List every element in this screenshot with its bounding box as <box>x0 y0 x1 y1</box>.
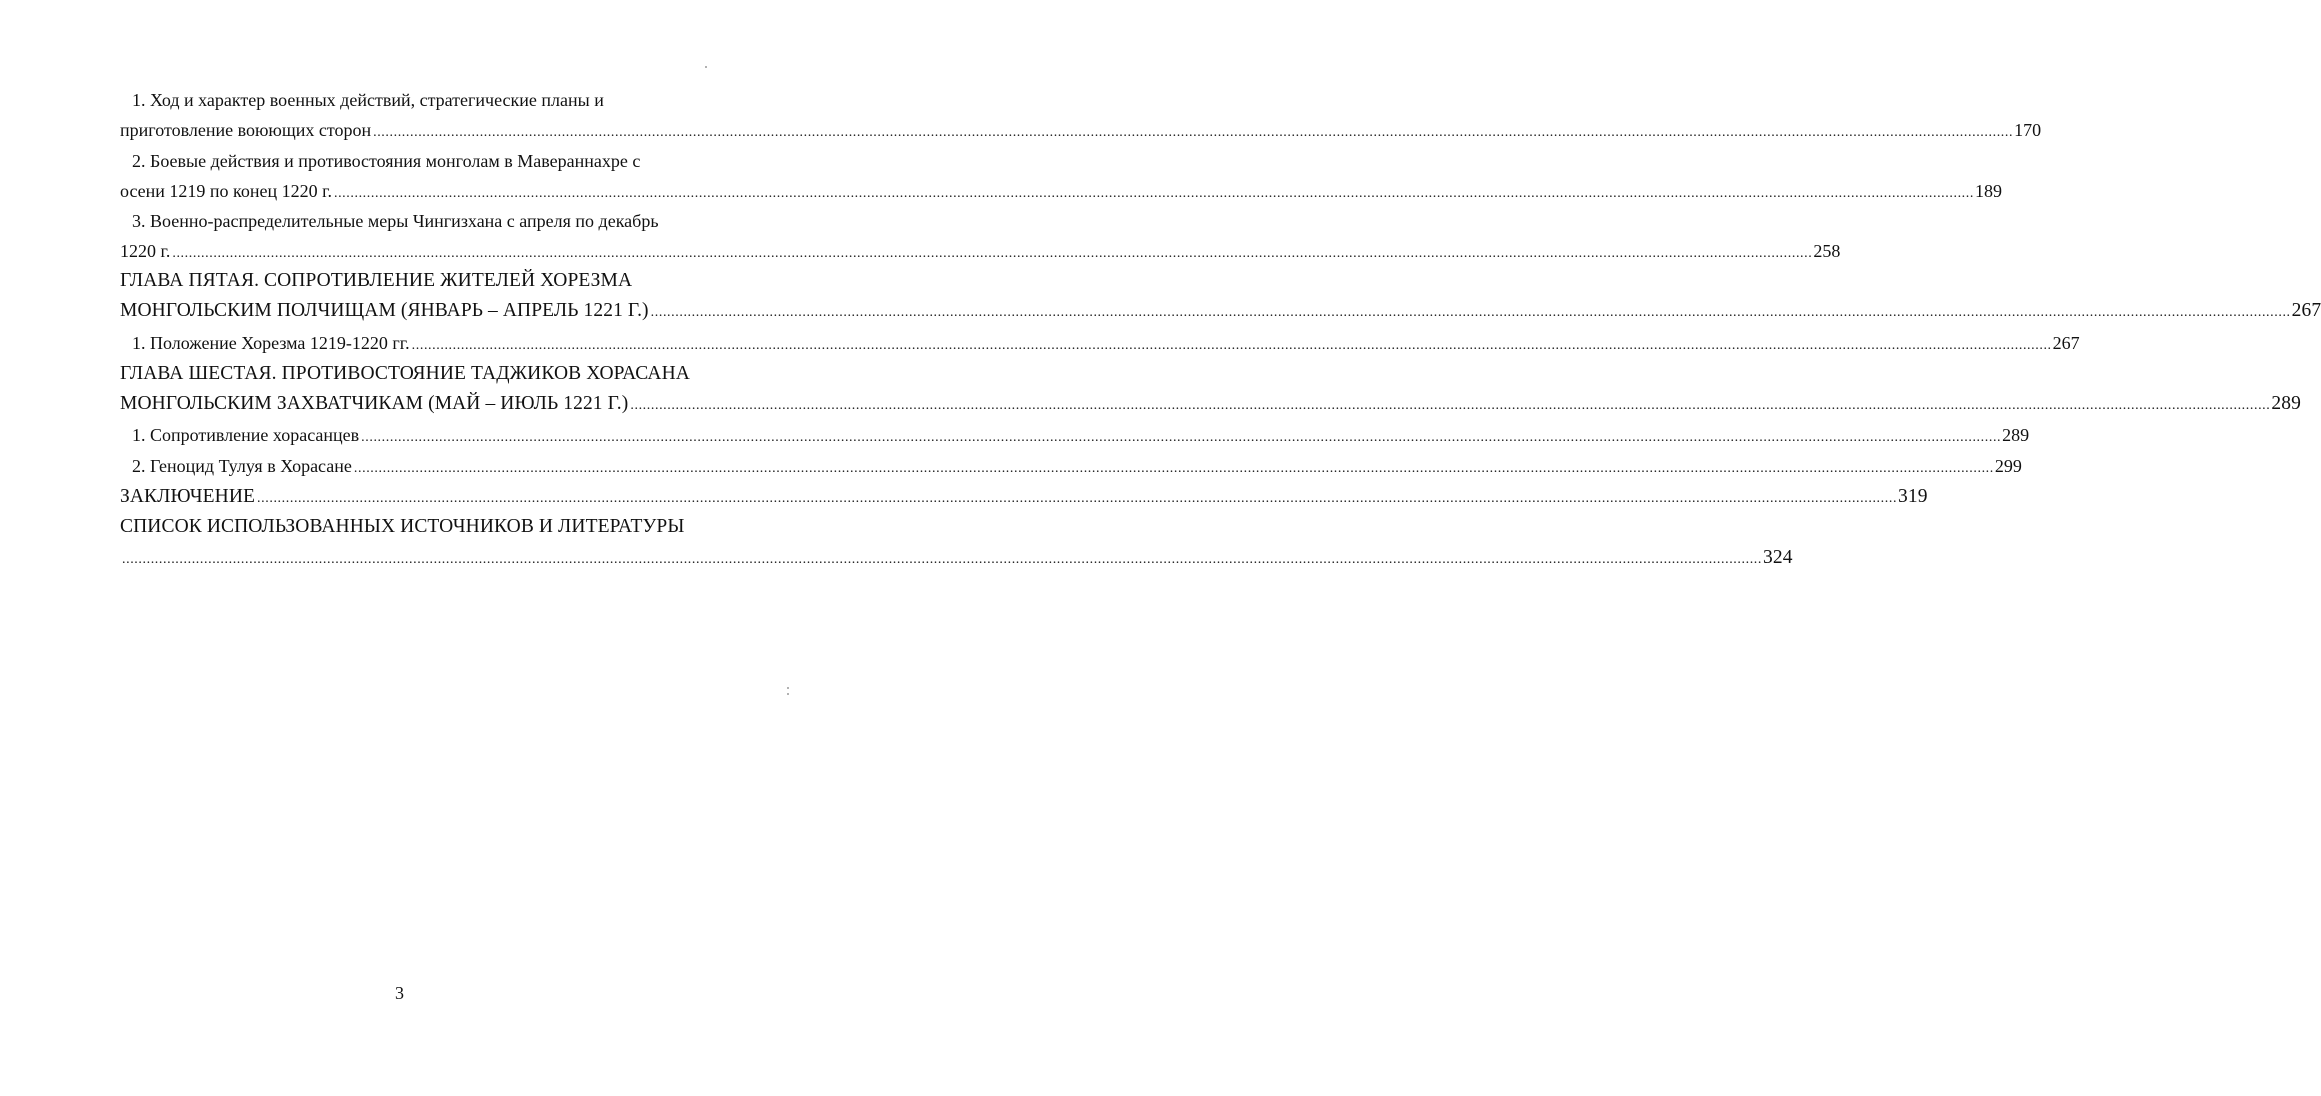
toc-leader-dots: ................................................................................................................................................................................................................................................................................................................................................................................................................ <box>373 125 2014 140</box>
toc-leader-dots: ................................................................................................................................................................................................................................................................................................................................................................................................................ <box>411 338 2052 353</box>
toc-chapter-line <box>120 392 2301 418</box>
toc-section-line <box>120 179 2002 206</box>
toc-leader-dots: ................................................................................................................................................................................................................................................................................................................................................................................................................ <box>257 491 1898 506</box>
toc-page-number: 170 <box>2014 120 2042 140</box>
toc-section-line <box>132 149 733 173</box>
scan-speck <box>787 687 789 689</box>
toc-page-number: 267 <box>2052 333 2080 353</box>
toc-leader-dots: ................................................................................................................................................................................................................................................................................................................................................................................................................ <box>172 246 1813 261</box>
toc-page-number: 267 <box>2291 300 2321 321</box>
toc-entry-text: ГЛАВА ПЯТАЯ. СОПРОТИВЛЕНИЕ ЖИТЕЛЕЙ ХОРЕЗМА <box>120 270 633 291</box>
toc-section-line <box>132 209 733 233</box>
toc-entry-text: ЗАКЛЮЧЕНИЕ <box>120 486 256 507</box>
toc-page-number: 299 <box>1994 456 2022 476</box>
toc-entry-text: 2. Геноцид Тулуя в Хорасане <box>132 456 352 476</box>
toc-entry-text: приготовление воюющих сторон <box>120 120 372 140</box>
toc-leader-dots: ................................................................................................................................................................................................................................................................................................................................................................................................................ <box>361 430 2002 445</box>
toc-entry-text: МОНГОЛЬСКИМ ПОЛЧИЩАМ (ЯНВАРЬ – АПРЕЛЬ 1221 Г.) <box>120 300 649 321</box>
toc-leader-dots: ................................................................................................................................................................................................................................................................................................................................................................................................................ <box>650 305 2291 320</box>
toc-entry-text: 3. Военно-распределительные меры Чингизхана с апреля по декабрь <box>132 211 659 231</box>
toc-entry-text: 1. Ход и характер военных действий, стратегические планы и <box>132 90 604 110</box>
toc-entry-text: 1220 г. <box>120 241 171 261</box>
toc-chapter-line <box>120 485 1928 511</box>
scan-speck <box>705 66 707 68</box>
toc-entry-text: ГЛАВА ШЕСТАЯ. ПРОТИВОСТОЯНИЕ ТАДЖИКОВ ХОРАСАНА <box>120 363 690 384</box>
toc-section-line <box>132 331 2080 358</box>
toc-section-line <box>132 454 2022 481</box>
toc-section-line <box>120 239 1841 266</box>
toc-page-number: 289 <box>2271 393 2301 414</box>
toc-leader-dots: ................................................................................................................................................................................................................................................................................................................................................................................................................ <box>630 398 2271 413</box>
toc-entry-text: осени 1219 по конец 1220 г. <box>120 181 332 201</box>
toc-chapter-line <box>120 299 2321 325</box>
toc-chapter-line <box>120 269 733 293</box>
toc-chapter-line <box>120 515 733 539</box>
toc-leader-dots: ................................................................................................................................................................................................................................................................................................................................................................................................................ <box>333 186 1974 201</box>
toc-chapter-line <box>120 546 1793 572</box>
toc-chapter-line <box>120 362 733 386</box>
page-number: 3 <box>395 983 404 1003</box>
toc-section-line <box>120 118 2042 145</box>
toc-page-number: 319 <box>1898 486 1928 507</box>
toc-leader-dots: ................................................................................................................................................................................................................................................................................................................................................................................................................ <box>122 552 1762 567</box>
toc-entry-text: 2. Боевые действия и противостояния монголам в Мавераннахре с <box>132 151 641 171</box>
toc-section-line <box>132 88 733 112</box>
toc-entry-text: СПИСОК ИСПОЛЬЗОВАННЫХ ИСТОЧНИКОВ И ЛИТЕРАТУРЫ <box>120 516 685 537</box>
toc-page-number: 189 <box>1974 181 2002 201</box>
toc-entry-text: МОНГОЛЬСКИМ ЗАХВАТЧИКАМ (МАЙ – ИЮЛЬ 1221 Г.) <box>120 393 629 414</box>
scan-speck <box>787 693 789 695</box>
toc-page-number: 324 <box>1763 547 1793 568</box>
toc-entry-text: 1. Положение Хорезма 1219-1220 гг. <box>132 333 410 353</box>
toc-leader-dots: ................................................................................................................................................................................................................................................................................................................................................................................................................ <box>353 461 1994 476</box>
toc-page-number: 289 <box>2002 425 2030 445</box>
toc-section-line <box>132 423 2030 450</box>
toc-entry-text: 1. Сопротивление хорасанцев <box>132 425 360 445</box>
toc-page-number: 258 <box>1813 241 1841 261</box>
